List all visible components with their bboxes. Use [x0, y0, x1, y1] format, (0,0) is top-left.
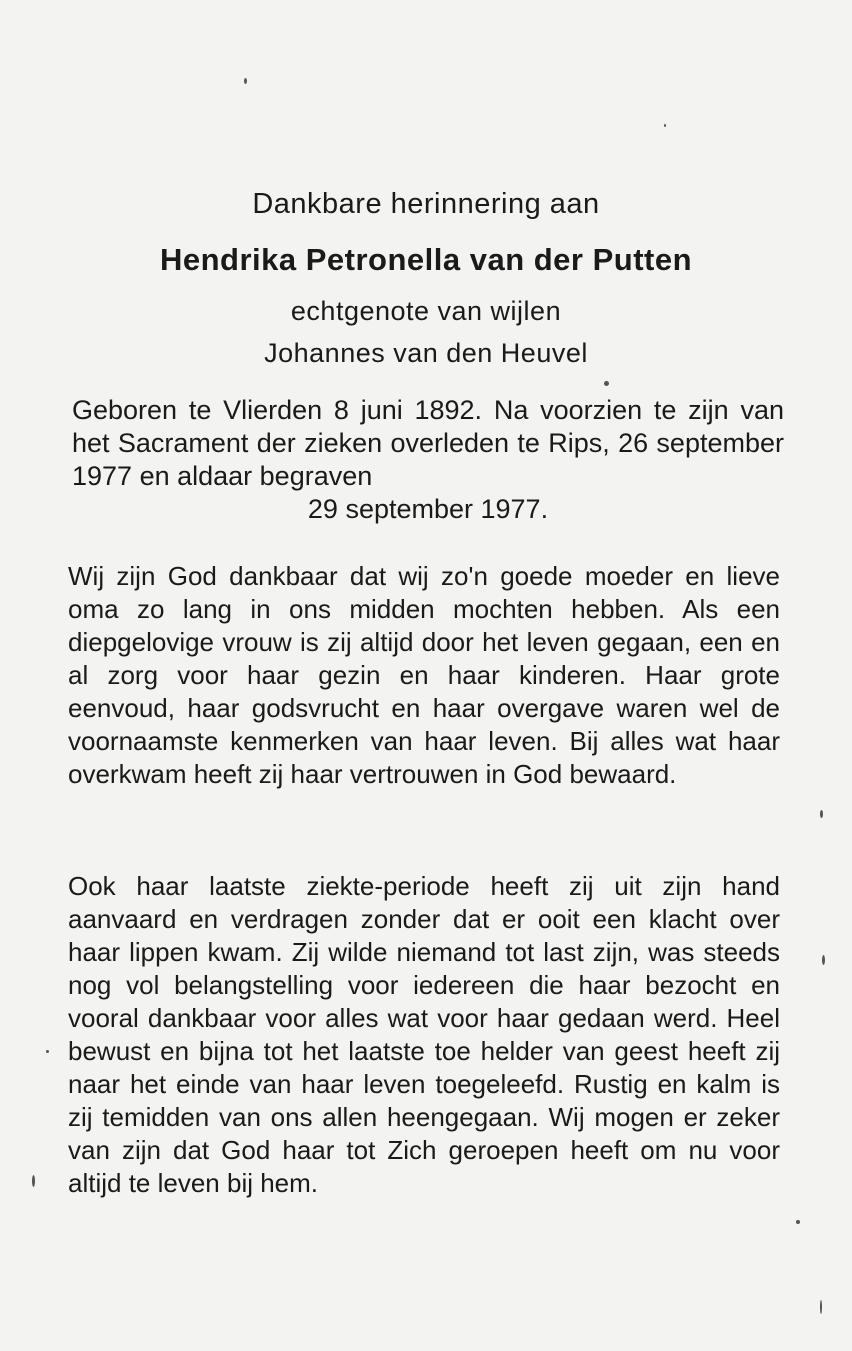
scan-speck — [32, 1175, 35, 1187]
spouse-name: Johannes van den Heuvel — [264, 338, 588, 368]
burial-date: 29 september 1977. — [307, 494, 549, 524]
intro-text: Dankbare herinnering aan — [252, 188, 600, 220]
birth-death-text: Geboren te Vlierden 8 juni 1892. Na voorzien te zijn van het Sacrament der zieken overleden te Rips, 26 september 1977 en aldaar begraven — [72, 395, 784, 491]
scan-speck — [820, 810, 823, 818]
birth-death-info — [72, 394, 784, 526]
paragraph-1: Wij zijn God dankbaar dat wij zo'n goede moeder en lieve oma zo lang in ons midden mochten hebben. Als een diepgelovige vrouw is zij altijd door het leven gegaan, een en al zorg voor haar gezin en haar kinderen. Haar grote eenvoud, haar godsvrucht en haar overgave waren wel de voornaamste kenmerken van haar leven. Bij alles wat haar overkwam heeft zij haar vertrouwen in God bewaard. — [68, 561, 780, 789]
scan-speck — [604, 381, 609, 386]
scan-speck — [244, 78, 247, 84]
scan-speck — [664, 124, 666, 127]
deceased-name: Hendrika Petronella van der Putten — [159, 242, 693, 277]
scan-speck — [820, 1300, 822, 1314]
spouse-prefix: echtgenote van wijlen — [290, 296, 562, 326]
paragraph-2: Ook haar laatste ziekte-periode heeft zij uit zijn hand aanvaard en verdragen zonder dat er ooit een klacht over haar lippen kwam. Zij wilde niemand tot last zijn, was steeds nog vol belangstelling voor iedereen die haar bezocht en vooral dankbaar voor alles wat voor haar gedaan werd. Heel bewust en bijna tot het laatste toe helder van geest heeft zij naar het einde van haar leven toegeleefd. Rustig en kalm is zij temidden van ons allen heengegaan. Wij mogen er zeker van zijn dat God haar tot Zich geroepen heeft om nu voor altijd te leven bij hem. — [68, 871, 780, 1198]
scan-speck — [822, 955, 825, 965]
scan-speck — [46, 1050, 49, 1053]
scan-speck — [796, 1220, 800, 1224]
